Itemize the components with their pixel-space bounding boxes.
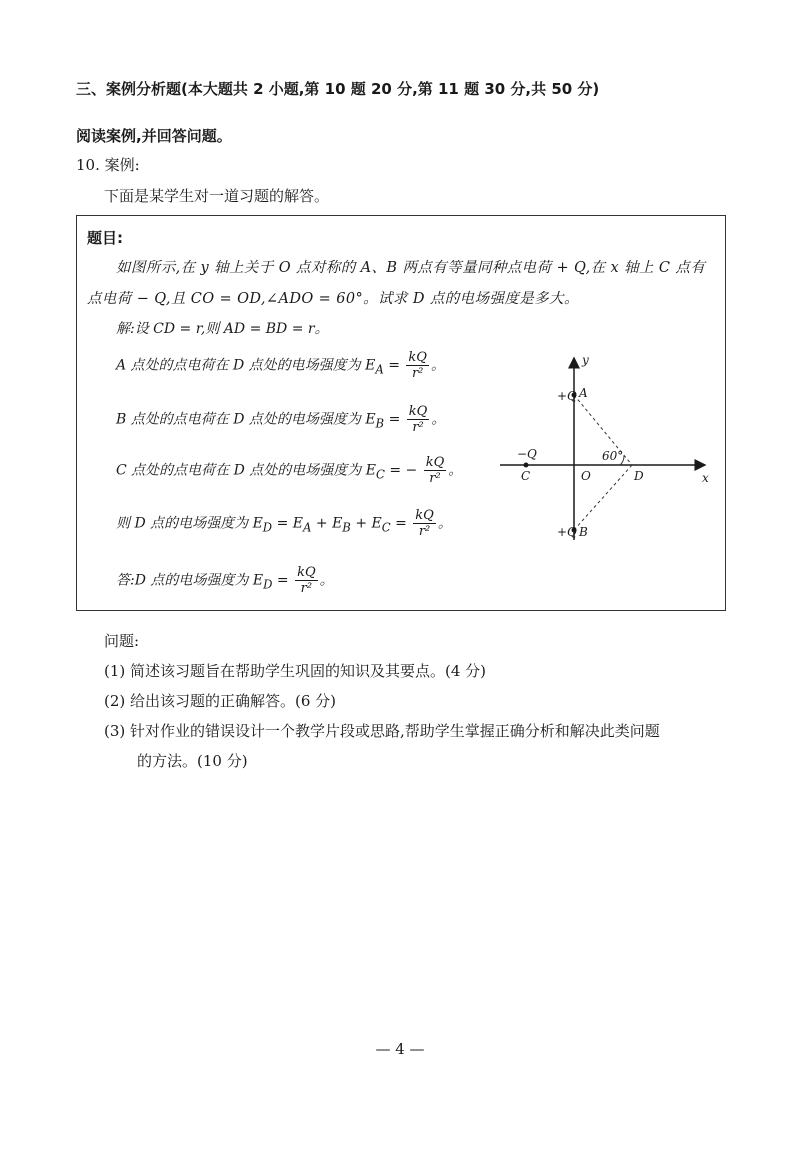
question-3-line-1: (3) 针对作业的错误设计一个教学片段或思路,帮助学生掌握正确分析和解决此类问题	[104, 722, 660, 740]
fraction-denominator: r²	[429, 471, 441, 486]
plus: + E	[350, 515, 382, 532]
point-c	[524, 463, 529, 468]
line-end: 。	[431, 411, 446, 428]
answer-line	[116, 565, 334, 596]
y-axis-label: y	[582, 353, 589, 367]
solution-line-0: 解:设 CD = r,则 AD = BD = r。	[116, 321, 329, 337]
solution-line-3	[116, 455, 462, 486]
line-end: 。	[448, 462, 463, 479]
line-text: A 点处的点电荷在 D 点处的电场强度为 E	[116, 357, 376, 374]
questions-label: 问题:	[104, 632, 140, 650]
question-3-line-2: 的方法。(10 分)	[137, 752, 248, 770]
point-label-b: B	[579, 525, 588, 539]
point-label-c: C	[521, 469, 531, 483]
equals: =	[272, 572, 294, 589]
origin-label: O	[581, 469, 591, 483]
fraction-numerator: kQ	[415, 508, 434, 523]
charge-label-c: −Q	[517, 447, 537, 461]
line-text: 则 D 点的电场强度为 E	[116, 515, 263, 532]
subscript: D	[262, 520, 273, 535]
solution-line-4	[116, 508, 452, 539]
charge-label-a: +Q	[557, 389, 577, 403]
solution-line-1	[116, 350, 445, 381]
x-axis-label: x	[702, 471, 709, 485]
equals: = −	[384, 462, 422, 479]
charge-diagram	[495, 350, 715, 550]
line-text: 答:D 点的电场强度为 E	[116, 572, 264, 589]
fraction-denominator: r²	[411, 366, 424, 381]
solution-line-2	[116, 404, 445, 435]
fraction	[407, 404, 430, 435]
angle-label: 60°	[602, 449, 624, 463]
fraction	[295, 565, 318, 596]
fraction-denominator: r²	[412, 420, 424, 435]
fraction-numerator: kQ	[408, 404, 428, 419]
fraction	[413, 508, 436, 539]
line-end: 。	[437, 515, 452, 532]
box-title: 题目:	[87, 229, 123, 247]
question-number: 10. 案例:	[76, 156, 140, 174]
fraction-numerator: kQ	[425, 455, 445, 470]
point-label-a: A	[579, 386, 588, 400]
subscript: B	[375, 416, 385, 431]
problem-line-1: 如图所示,在 y 轴上关于 O 点对称的 A、B 两点有等量同种点电荷 + Q,在 x 轴上 C 点有	[116, 260, 706, 276]
line-text: C 点处的点电荷在 D 点处的电场强度为 E	[116, 462, 376, 479]
charge-label-b: +Q	[557, 525, 577, 539]
fraction-denominator: r²	[418, 524, 431, 539]
subscript: C	[381, 520, 391, 535]
subscript: A	[303, 520, 312, 535]
line-end: 。	[430, 357, 445, 374]
subscript: C	[375, 467, 385, 482]
problem-line-2: 点电荷 − Q,且 CO = OD,∠ADO = 60°。试求 D 点的电场强度是多大。	[87, 291, 579, 307]
point-label-d: D	[634, 469, 644, 483]
question-1: (1) 简述该习题旨在帮助学生巩固的知识及其要点。(4 分)	[104, 662, 487, 680]
question-2: (2) 给出该习题的正确解答。(6 分)	[104, 692, 337, 710]
fraction-numerator: kQ	[297, 565, 316, 580]
section-title: 三、案例分析题(本大题共 2 小题,第 10 题 20 分,第 11 题 30 分,共 50 分)	[76, 80, 600, 98]
plus: + E	[311, 515, 343, 532]
subscript: D	[263, 577, 273, 592]
fraction-denominator: r²	[300, 581, 313, 596]
line-text: B 点处的点电荷在 D 点处的电场强度为 E	[116, 411, 376, 428]
subscript: B	[342, 520, 351, 535]
fraction	[406, 350, 429, 381]
fraction-numerator: kQ	[408, 350, 427, 365]
page-number: — 4 —	[375, 1040, 425, 1058]
instruction: 阅读案例,并回答问题。	[76, 127, 232, 145]
case-intro: 下面是某学生对一道习题的解答。	[104, 187, 330, 205]
equals: = E	[272, 515, 304, 532]
equals: =	[383, 357, 405, 374]
line-end: 。	[319, 572, 334, 589]
fraction	[424, 455, 447, 486]
subscript: A	[375, 362, 384, 377]
equals: =	[390, 515, 412, 532]
equals: =	[384, 411, 405, 428]
